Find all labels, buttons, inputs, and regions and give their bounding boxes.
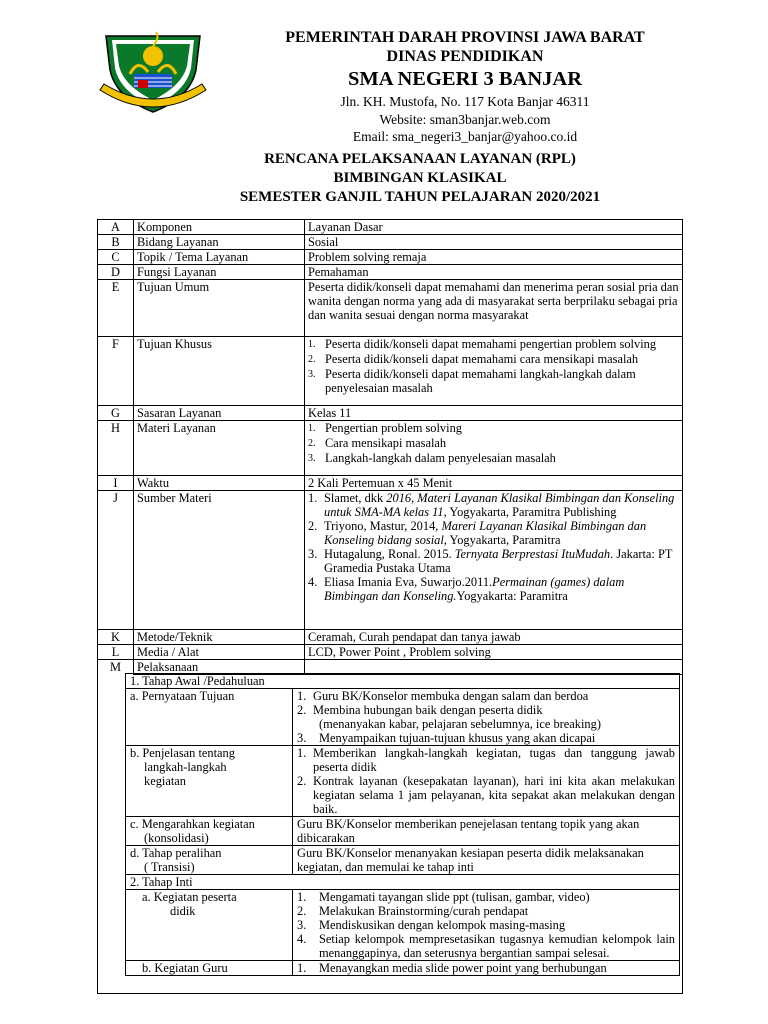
list-item: 2. Membina hubungan baik dengan peserta didik bbox=[297, 703, 543, 717]
row-code: F bbox=[98, 337, 134, 406]
table-row bbox=[98, 476, 683, 491]
list-item: 1. Guru BK/Konselor membuka dengan salam dan berdoa bbox=[297, 689, 589, 703]
row-label: Metode/Teknik bbox=[134, 630, 305, 645]
row-value bbox=[305, 421, 683, 476]
list-item: (menanyakan kabar, pelajaran sebelumnya, ice breaking) bbox=[319, 717, 601, 731]
stage-heading: 2. Tahap Inti bbox=[126, 875, 680, 890]
list-item: 3. Menyampaikan tujuan-tujuan khusus yang akan dicapai bbox=[297, 731, 596, 745]
row-code: H bbox=[98, 421, 134, 476]
gov-name: PEMERINTAH DARAH PROVINSI JAWA BARAT bbox=[285, 29, 645, 46]
step-content bbox=[293, 890, 680, 961]
list-item: 1. Slamet, dkk 2016, Materi Layanan Klasikal Bimbingan dan Konseling untuk SMA-MA kelas 11, Yogyakarta, Paramitra Publishing bbox=[308, 491, 675, 519]
row-code: L bbox=[98, 645, 134, 660]
list-item: 3. Peserta didik/konseli dapat memahami langkah-langkah dalam penyelesaian masalah bbox=[308, 367, 636, 395]
row-value: Kelas 11 bbox=[305, 406, 683, 421]
step-label: a. Pernyataan Tujuan bbox=[126, 689, 293, 746]
rpl-table bbox=[97, 219, 683, 675]
table-row bbox=[98, 406, 683, 421]
objectives-list bbox=[308, 337, 679, 395]
step-content bbox=[293, 961, 680, 976]
department-name: DINAS PENDIDIKAN bbox=[386, 48, 544, 65]
row-value: LCD, Power Point , Problem solving bbox=[305, 645, 683, 660]
row-code: J bbox=[98, 491, 134, 630]
row-code: B bbox=[98, 235, 134, 250]
table-row bbox=[98, 337, 683, 406]
row-value: Peserta didik/konseli dapat memahami dan menerima peran sosial pria dan wanita dengan norma yang ada di masyarakat serta berprilaku sebagai pria dan wanita sesuai dengan norma masyarakat bbox=[305, 280, 683, 337]
row-code: K bbox=[98, 630, 134, 645]
table-row bbox=[98, 220, 683, 235]
row-code: D bbox=[98, 265, 134, 280]
step-label-line: (konsolidasi) bbox=[144, 831, 209, 845]
step-content: Guru BK/Konselor menanyakan kesiapan peserta didik melaksanakan kegiatan, dan memulai ke tahap inti bbox=[293, 846, 680, 875]
row-value: Pemahaman bbox=[305, 265, 683, 280]
table-row bbox=[98, 250, 683, 265]
table-row bbox=[98, 491, 683, 630]
row-label: Sumber Materi bbox=[134, 491, 305, 630]
row-label: Topik / Tema Layanan bbox=[134, 250, 305, 265]
table-row bbox=[126, 689, 680, 746]
school-website: Website: sman3banjar.web.com bbox=[379, 111, 551, 127]
step-list bbox=[297, 961, 675, 975]
table-row bbox=[98, 235, 683, 250]
row-label: Pelaksanaan bbox=[134, 660, 305, 675]
list-item: 2. Melakukan Brainstorming/curah pendapat bbox=[297, 904, 529, 918]
row-value: Layanan Dasar bbox=[305, 220, 683, 235]
step-label-line: langkah-langkah bbox=[144, 760, 227, 774]
school-address: Jln. KH. Mustofa, No. 117 Kota Banjar 46311 bbox=[340, 94, 590, 109]
row-label: Tujuan Umum bbox=[134, 280, 305, 337]
row-label: Materi Layanan bbox=[134, 421, 305, 476]
row-label: Komponen bbox=[134, 220, 305, 235]
list-item: 2. Triyono, Mastur, 2014, Mareri Layanan Klasikal Bimbingan dan Konseling bidang sosial, Yogyakarta, Paramitra bbox=[308, 519, 647, 547]
title-line-1: RENCANA PELAKSANAAN LAYANAN (RPL) bbox=[264, 151, 576, 167]
table-row bbox=[126, 674, 680, 689]
step-list bbox=[297, 890, 675, 960]
step-list bbox=[297, 689, 675, 745]
step-content: Guru BK/Konselor memberikan penejelasan tentang topik yang akan dibicarakan bbox=[293, 817, 680, 846]
school-email: Email: sma_negeri3_banjar@yahoo.co.id bbox=[352, 129, 578, 144]
table-row bbox=[98, 265, 683, 280]
list-item: 3. Hutagalung, Ronal. 2015. Ternyata Berprestasi ItuMudah. Jakarta: PT Gramedia Pustaka Utama bbox=[308, 547, 673, 575]
title-line-3: SEMESTER GANJIL TAHUN PELAJARAN 2020/2021 bbox=[239, 189, 601, 205]
step-label bbox=[126, 746, 293, 817]
table-row bbox=[126, 746, 680, 817]
row-label: Waktu bbox=[134, 476, 305, 491]
list-item: 1. Menayangkan media slide power point yang berhubungan bbox=[297, 961, 607, 975]
table-row bbox=[126, 817, 680, 846]
list-item: 4. Eliasa Imania Eva, Suwarjo.2011.Permainan (games) dalam Bimbingan dan Konseling.Yogyakarta: Paramitra bbox=[308, 575, 625, 603]
step-label bbox=[126, 890, 293, 961]
step-label-line: b. Penjelasan tentang bbox=[130, 746, 235, 760]
document-title bbox=[0, 150, 768, 207]
list-item: 1. Mengamati tayangan slide ppt (tulisan, gambar, video) bbox=[297, 890, 590, 904]
school-name: SMA NEGERI 3 BANJAR bbox=[347, 68, 583, 90]
row-code: A bbox=[98, 220, 134, 235]
row-code: E bbox=[98, 280, 134, 337]
list-item: 1. Memberikan langkah-langkah kegiatan, tugas dan tanggung jawab peserta didik bbox=[297, 746, 675, 774]
row-code: G bbox=[98, 406, 134, 421]
row-code: C bbox=[98, 250, 134, 265]
title-line-2: BIMBINGAN KLASIKAL bbox=[333, 170, 507, 186]
table-row bbox=[98, 421, 683, 476]
row-label: Tujuan Khusus bbox=[134, 337, 305, 406]
step-label-line: didik bbox=[170, 904, 196, 918]
list-item: 2. Peserta didik/konseli dapat memahami cara mensikapi masalah bbox=[308, 352, 639, 366]
row-value: Sosial bbox=[305, 235, 683, 250]
materials-list bbox=[308, 421, 679, 466]
row-label: Bidang Layanan bbox=[134, 235, 305, 250]
step-label-line: a. Kegiatan peserta bbox=[142, 890, 237, 904]
row-value: 2 Kali Pertemuan x 45 Menit bbox=[305, 476, 683, 491]
list-item: 1. Peserta didik/konseli dapat memahami pengertian problem solving bbox=[308, 337, 657, 351]
row-label: Fungsi Layanan bbox=[134, 265, 305, 280]
list-item: 1. Pengertian problem solving bbox=[308, 421, 462, 435]
table-row bbox=[98, 280, 683, 337]
list-item: 2. Kontrak layanan (kesepakatan layanan), hari ini kita akan melakukan kegiatan selama 1 jam pelayanan, kita sepakat akan melakukan dengan baik. bbox=[297, 774, 675, 816]
stage-heading: 1. Tahap Awal /Pedahuluan bbox=[126, 674, 680, 689]
step-label-line: ( Transisi) bbox=[144, 860, 195, 874]
list-item: 2. Cara mensikapi masalah bbox=[308, 436, 447, 450]
table-row bbox=[126, 961, 680, 976]
step-label-line: d. Tahap peralihan bbox=[130, 846, 222, 860]
table-row bbox=[98, 645, 683, 660]
row-value bbox=[305, 491, 683, 630]
school-emblem-logo bbox=[98, 28, 208, 118]
step-label-line: kegiatan bbox=[144, 774, 186, 788]
row-label: Media / Alat bbox=[134, 645, 305, 660]
letterhead bbox=[0, 0, 768, 150]
list-item: 4. Setiap kelompok mempresetasikan tugasnya kemudian kelompok lain menanggapinya, dan seterusnya bergantian sampai selesai. bbox=[297, 932, 675, 960]
sources-list bbox=[308, 491, 679, 603]
list-item: 3. Langkah-langkah dalam penyelesaian masalah bbox=[308, 451, 556, 465]
step-label-line: c. Mengarahkan kegiatan bbox=[130, 817, 255, 831]
step-list bbox=[297, 746, 675, 816]
list-item: 3. Mendiskusikan dengan kelompok masing-masing bbox=[297, 918, 566, 932]
table-row bbox=[126, 890, 680, 961]
pelaksanaan-table bbox=[125, 673, 680, 976]
table-row bbox=[98, 630, 683, 645]
table-row bbox=[126, 846, 680, 875]
row-code: M bbox=[98, 660, 134, 675]
row-value bbox=[305, 337, 683, 406]
step-content bbox=[293, 689, 680, 746]
step-label bbox=[126, 817, 293, 846]
row-value: Ceramah, Curah pendapat dan tanya jawab bbox=[305, 630, 683, 645]
step-label bbox=[126, 846, 293, 875]
step-label bbox=[126, 961, 293, 976]
row-code: I bbox=[98, 476, 134, 491]
table-row bbox=[126, 875, 680, 890]
step-label-line: b. Kegiatan Guru bbox=[142, 961, 228, 975]
row-label: Sasaran Layanan bbox=[134, 406, 305, 421]
row-value: Problem solving remaja bbox=[305, 250, 683, 265]
step-content bbox=[293, 746, 680, 817]
